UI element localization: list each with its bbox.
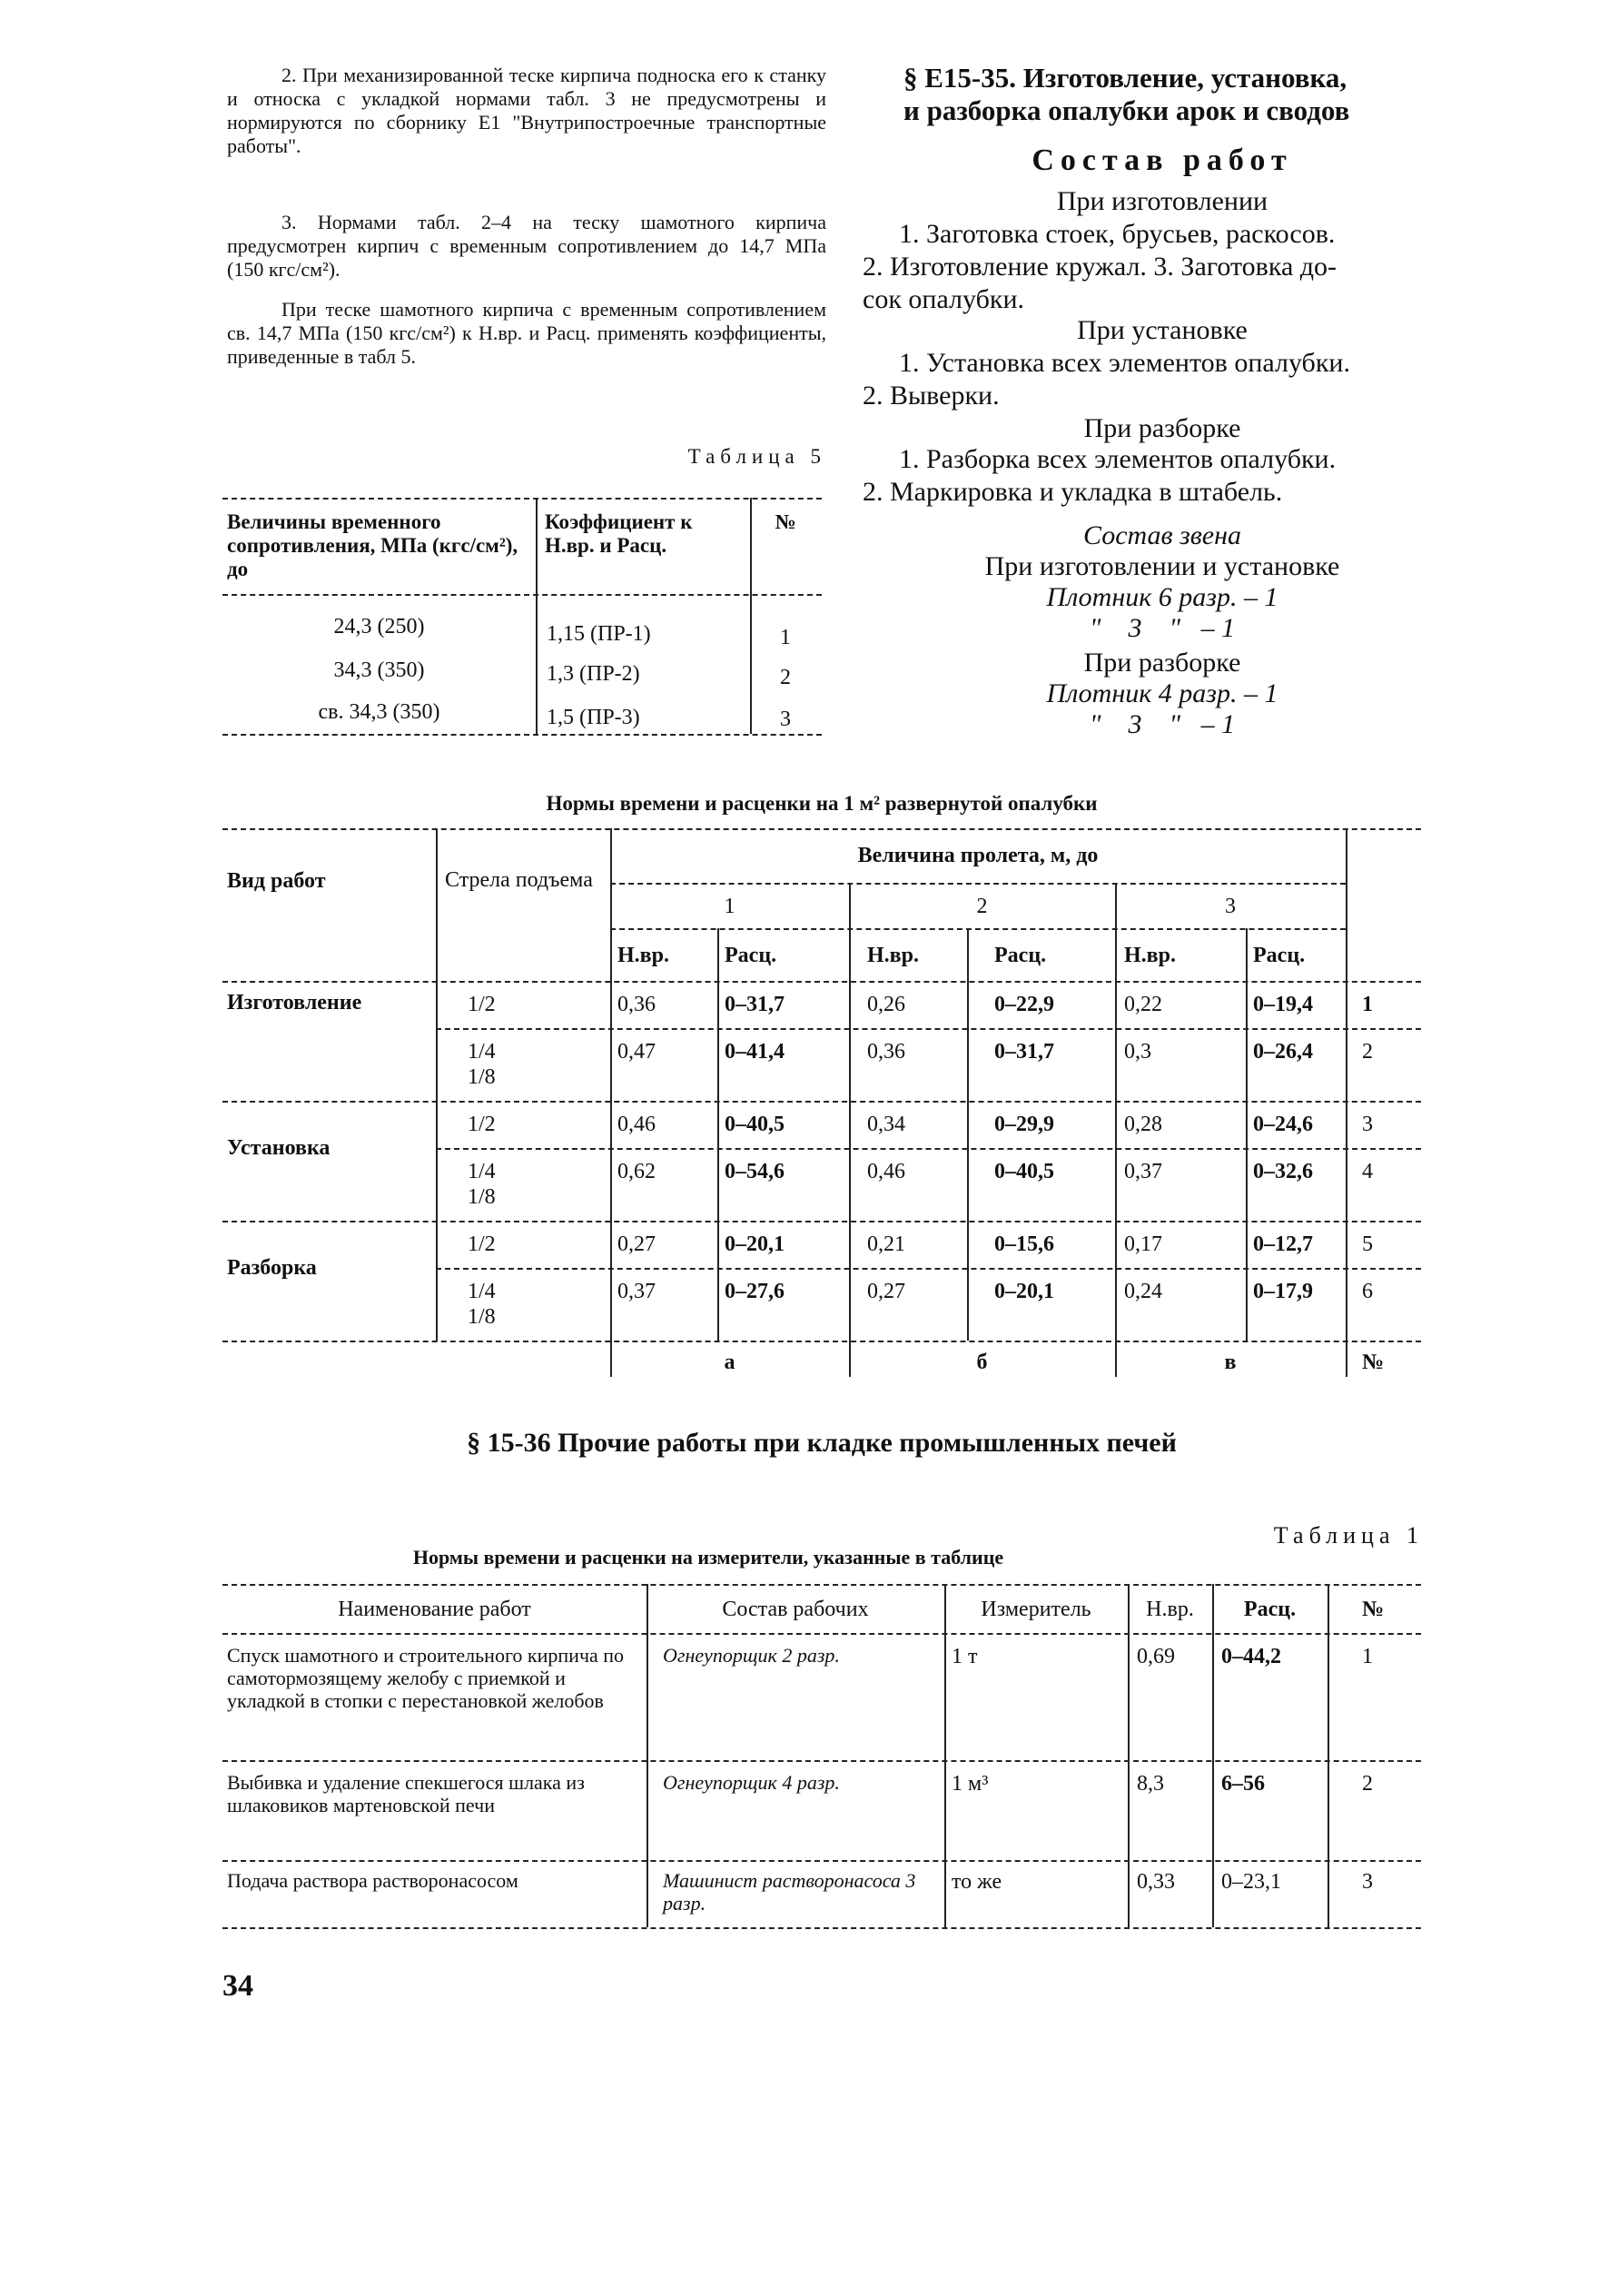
header-span-1: 1 [724, 895, 735, 918]
table1-header-nvr: Н.вр. [1146, 1598, 1194, 1621]
row4-v3: 0,46 [867, 1160, 905, 1183]
row3-v1: 0,46 [617, 1113, 656, 1136]
row6-v4: 0–20,1 [994, 1280, 1054, 1303]
row5-rise: 1/2 [468, 1232, 496, 1256]
table5-caption: Таблица 5 [687, 445, 826, 468]
table1-row1-rasc: 0–44,2 [1221, 1645, 1281, 1668]
row2-num: 2 [1362, 1040, 1373, 1064]
at-dismantling-heading: При разборке [1083, 413, 1241, 443]
header-work-type: Вид работ [227, 869, 326, 893]
header-rise: Стрела подъема [445, 868, 593, 892]
row4-num: 4 [1362, 1160, 1373, 1183]
crew-sub-dismantling: При разборке [1083, 648, 1241, 678]
row6-v1: 0,37 [617, 1280, 656, 1303]
row6-num: 6 [1362, 1280, 1373, 1303]
row4-rise: 1/4 1/8 [468, 1160, 496, 1209]
installation-line1: 1. Установка всех элементов опалубки. [899, 348, 1350, 378]
row1-v1: 0,36 [617, 993, 656, 1016]
header-rasc-3: Расц. [1253, 944, 1306, 967]
row3-rise: 1/2 [468, 1113, 496, 1136]
row4-v5: 0,37 [1124, 1160, 1162, 1183]
table1-row2-rasc: 6–56 [1221, 1772, 1265, 1796]
crew2-line2: " 3 " – 1 [1089, 709, 1236, 739]
crew2-line1: Плотник 4 разр. – 1 [1046, 678, 1278, 708]
section-title-line1: § Е15-35. Изготовление, установка, [903, 62, 1347, 94]
table5-row3-coef: 1,5 (ПР-3) [547, 706, 640, 729]
table5-header-coef: Коэффициент к Н.вр. и Расц. [545, 510, 693, 557]
row5-v6: 0–12,7 [1253, 1232, 1313, 1256]
group-installation: Установка [227, 1136, 331, 1160]
header-span-2: 2 [976, 895, 988, 918]
table5-row2-coef: 1,3 (ПР-2) [547, 662, 640, 686]
header-span: Величина пролета, м, до [857, 844, 1099, 867]
row5-v4: 0–15,6 [994, 1232, 1054, 1256]
table1-row2-workers: Огнеупорщик 4 разр. [663, 1771, 840, 1794]
section-title-line2: и разборка опалубки арок и сводов [903, 94, 1350, 126]
table1-row3-workers: Машинист растворонасоса 3 разр. [663, 1869, 916, 1915]
at-installation-heading: При установке [1077, 315, 1248, 345]
manufacture-line1: 1. Заготовка стоек, брусьев, раскосов. [899, 219, 1336, 249]
crew1-line1: Плотник 6 разр. – 1 [1046, 582, 1278, 612]
table1-row2-nvr: 8,3 [1137, 1772, 1164, 1796]
footer-v: в [1224, 1351, 1237, 1374]
row2-v1: 0,47 [617, 1040, 656, 1064]
row4-v6: 0–32,6 [1253, 1160, 1313, 1183]
footer-num: № [1362, 1351, 1385, 1374]
table1-row1-name: Спуск шамотного и строительного кирпича по самотормозящему желобу с приемкой и укладкой в стопки с перестановкой желобов [227, 1644, 625, 1712]
main-table-caption: Нормы времени и расценки на 1 м² развернутой опалубки [546, 792, 1098, 815]
table5-header-resistance: Величины временного сопротивления, МПа (кгс/см²), до [227, 510, 518, 580]
table5-row1-value: 24,3 (250) [333, 615, 425, 638]
row3-v4: 0–29,9 [994, 1113, 1054, 1136]
row1-v3: 0,26 [867, 993, 905, 1016]
crew1-line2: " 3 " – 1 [1089, 613, 1236, 643]
table1-caption: Нормы времени и расценки на измерители, указанные в таблице [412, 1546, 1004, 1569]
table5-header-num: № [775, 510, 796, 533]
header-nvr-2: Н.вр. [867, 944, 919, 967]
note-3: 3. Нормами табл. 2–4 на теску шамотного кирпича предусмотрен кирпич с временным сопротивлением до 14,7 МПа (150 кгс/см²). [227, 211, 826, 281]
row3-v2: 0–40,5 [725, 1113, 785, 1136]
row2-v5: 0,3 [1124, 1040, 1151, 1064]
row2-rise: 1/4 1/8 [468, 1040, 496, 1089]
row5-v2: 0–20,1 [725, 1232, 785, 1256]
table1-row1-num: 1 [1362, 1645, 1373, 1668]
row3-v6: 0–24,6 [1253, 1113, 1313, 1136]
table5-row1-num: 1 [780, 626, 791, 649]
row6-v5: 0,24 [1124, 1280, 1162, 1303]
table1-row3-rasc: 0–23,1 [1221, 1870, 1281, 1894]
row5-num: 5 [1362, 1232, 1373, 1256]
row5-v3: 0,21 [867, 1232, 905, 1256]
crew-sub-manufacture: При изготовлении и установке [984, 551, 1340, 581]
header-rasc-1: Расц. [725, 944, 777, 967]
installation-line2: 2. Выверки. [863, 381, 1000, 411]
row5-v1: 0,27 [617, 1232, 656, 1256]
row6-v2: 0–27,6 [725, 1280, 785, 1303]
table1-header-unit: Измеритель [981, 1598, 1091, 1621]
manufacture-line3: сок опалубки. [863, 284, 1024, 314]
row2-v3: 0,36 [867, 1040, 905, 1064]
crew-heading: Состав звена [1082, 520, 1241, 550]
row1-rise: 1/2 [468, 993, 496, 1016]
table1-row3-num: 3 [1362, 1870, 1373, 1894]
row2-v6: 0–26,4 [1253, 1040, 1313, 1064]
table1-header-rasc: Расц. [1243, 1598, 1297, 1621]
table1-row1-nvr: 0,69 [1137, 1645, 1175, 1668]
group-dismantling: Разборка [227, 1256, 317, 1280]
footer-b: б [976, 1351, 988, 1374]
page-number: 34 [222, 1969, 253, 2003]
table5-row2-value: 34,3 (350) [333, 658, 425, 682]
row4-v1: 0,62 [617, 1160, 656, 1183]
footer-a: а [724, 1351, 735, 1374]
table5-row1-coef: 1,15 (ПР-1) [547, 622, 651, 646]
group-manufacture: Изготовление [227, 991, 362, 1014]
header-span-3: 3 [1225, 895, 1236, 918]
table1-label: Таблица 1 [1273, 1522, 1424, 1549]
section-15-36-title: § 15-36 Прочие работы при кладке промышленных печей [467, 1428, 1177, 1458]
table1-row1-unit: 1 т [952, 1645, 978, 1668]
dismantling-line2: 2. Маркировка и укладка в штабель. [863, 477, 1283, 507]
header-nvr-3: Н.вр. [1124, 944, 1176, 967]
table1-row2-name: Выбивка и удаление спекшегося шлака из шлаковиков мартеновской печи [227, 1771, 585, 1816]
table1-header-workers: Состав рабочих [722, 1598, 869, 1621]
row3-v3: 0,34 [867, 1113, 905, 1136]
row5-v5: 0,17 [1124, 1232, 1162, 1256]
manufacture-line2: 2. Изготовление кружал. 3. Заготовка до- [863, 252, 1337, 282]
row1-v2: 0–31,7 [725, 993, 785, 1016]
table5-row3-value: св. 34,3 (350) [318, 700, 440, 724]
table1-row3-name: Подача раствора растворонасосом [227, 1869, 518, 1892]
row3-num: 3 [1362, 1113, 1373, 1136]
table5-row3-num: 3 [780, 708, 791, 731]
row4-v2: 0–54,6 [725, 1160, 785, 1183]
row6-v3: 0,27 [867, 1280, 905, 1303]
composition-heading: Состав работ [1031, 144, 1293, 177]
header-nvr-1: Н.вр. [617, 944, 669, 967]
row6-v6: 0–17,9 [1253, 1280, 1313, 1303]
row1-v6: 0–19,4 [1253, 993, 1313, 1016]
row2-v2: 0–41,4 [725, 1040, 785, 1064]
table1-row3-nvr: 0,33 [1137, 1870, 1175, 1894]
row1-num: 1 [1362, 993, 1373, 1016]
row6-rise: 1/4 1/8 [468, 1280, 496, 1329]
table1-header-num: № [1361, 1598, 1385, 1621]
header-rasc-2: Расц. [994, 944, 1047, 967]
at-manufacture-heading: При изготовлении [1056, 186, 1268, 216]
table1-row2-num: 2 [1362, 1772, 1373, 1796]
note-coefficients: При теске шамотного кирпича с временным сопротивлением св. 14,7 МПа (150 кгс/см²) к Н.вр. и Расц. применять коэффициенты, приведенные в табл 5. [227, 298, 826, 368]
row2-v4: 0–31,7 [994, 1040, 1054, 1064]
row3-v5: 0,28 [1124, 1113, 1162, 1136]
note-2: 2. При механизированной теске кирпича подноска его к станку и относка с укладкой нормами табл. 3 не предусмотрены и нормируются по сборнику Е1 "Внутрипостроечные транспортные работы". [227, 64, 826, 157]
row1-v5: 0,22 [1124, 993, 1162, 1016]
table1-header-name: Наименование работ [338, 1598, 531, 1621]
table5-row2-num: 2 [780, 666, 791, 689]
table1-row1-workers: Огнеупорщик 2 разр. [663, 1644, 840, 1667]
row1-v4: 0–22,9 [994, 993, 1054, 1016]
row4-v4: 0–40,5 [994, 1160, 1054, 1183]
dismantling-line1: 1. Разборка всех элементов опалубки. [899, 444, 1337, 474]
table1-row2-unit: 1 м³ [952, 1772, 989, 1796]
table1-row3-unit: то же [952, 1870, 1002, 1894]
